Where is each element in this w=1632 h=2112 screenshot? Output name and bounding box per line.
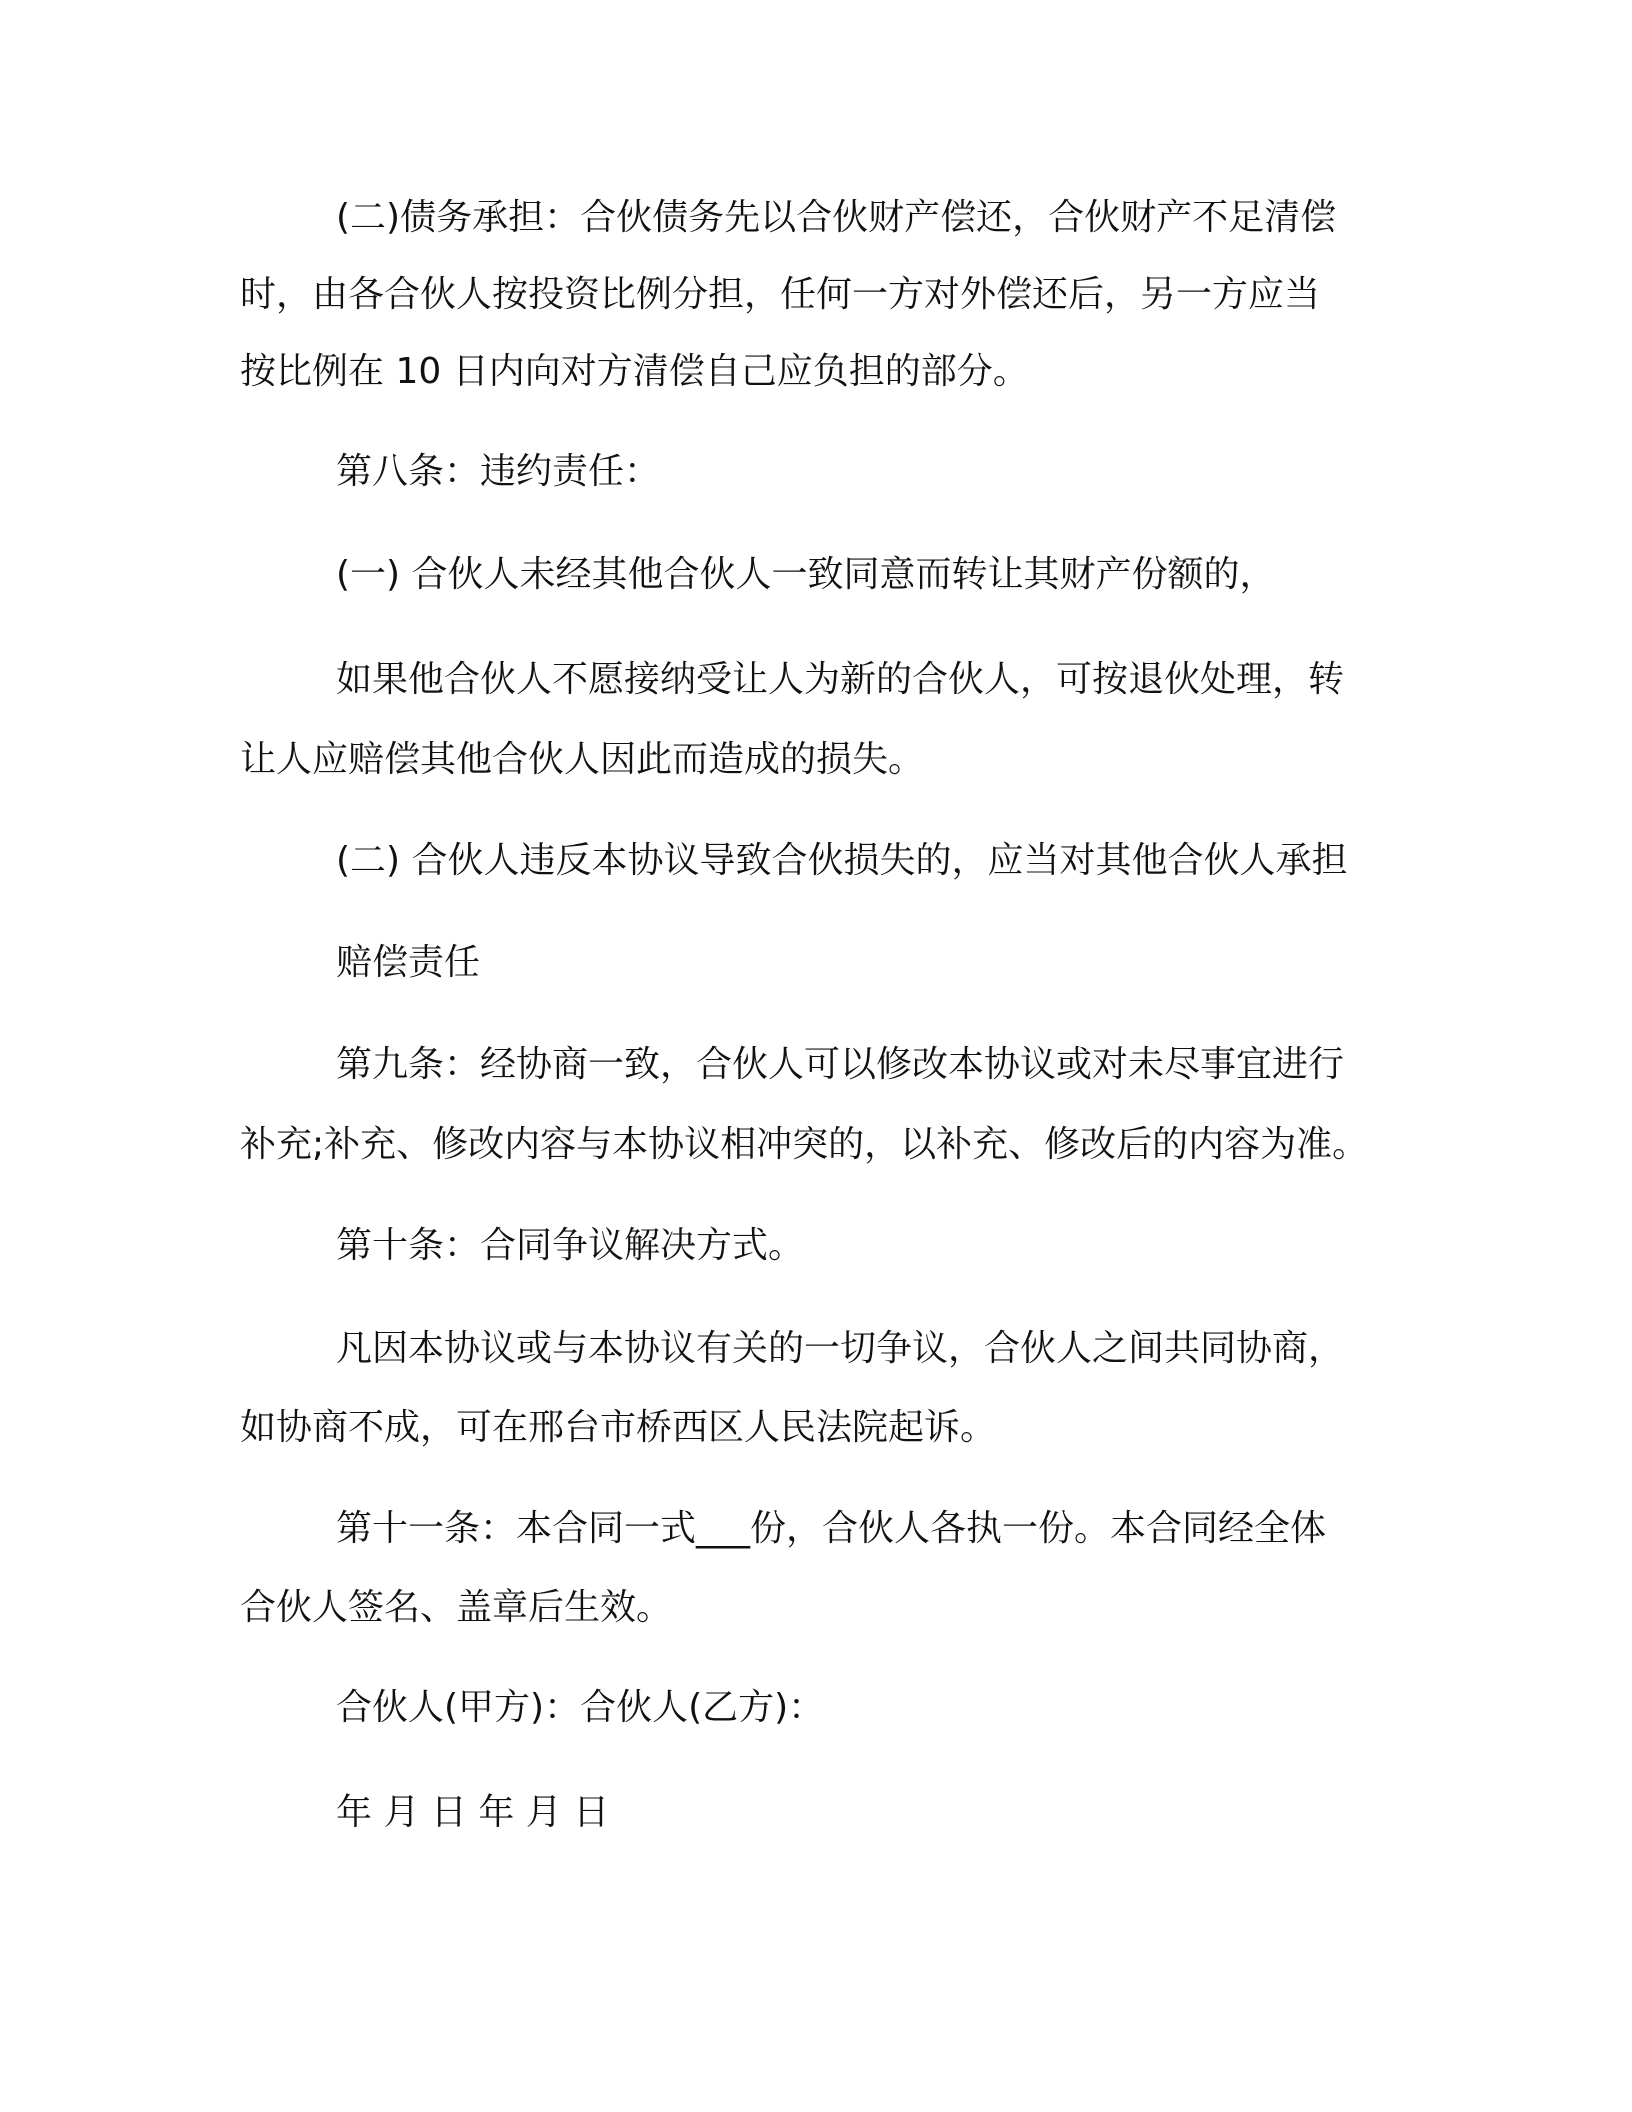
article-8-clause-1-cont-line-1: 如果他合伙人不愿接纳受让人为新的合伙人，可按退伙处理，转 xyxy=(336,659,1345,700)
article-11-line-1: 第十一条：本合同一式___份，合伙人各执一份。本合同经全体 xyxy=(336,1508,1327,1549)
article-10-line-1: 凡因本协议或与本协议有关的一切争议，合伙人之间共同协商， xyxy=(336,1328,1345,1369)
article-8-clause-1: (一) 合伙人未经其他合伙人一致同意而转让其财产份额的， xyxy=(336,554,1276,595)
article-10-line-2: 如协商不成，可在邢台市桥西区人民法院起诉。 xyxy=(240,1407,997,1448)
article-9-line-2: 补充;补充、修改内容与本协议相冲突的，以补充、修改后的内容为准。 xyxy=(240,1124,1369,1165)
signature-dates: 年 月 日 年 月 日 xyxy=(336,1792,610,1833)
paragraph-debt-line-3: 按比例在 10 日内向对方清偿自己应负担的部分。 xyxy=(240,351,1029,392)
paragraph-debt-line-1: (二)债务承担：合伙债务先以合伙财产偿还，合伙财产不足清偿 xyxy=(336,197,1337,238)
article-8-clause-2-cont: 赔偿责任 xyxy=(336,942,481,983)
article-10-heading: 第十条：合同争议解决方式。 xyxy=(336,1225,805,1266)
article-8-heading: 第八条：违约责任： xyxy=(336,451,661,492)
paragraph-debt-line-2: 时，由各合伙人按投资比例分担，任何一方对外偿还后，另一方应当 xyxy=(240,274,1321,315)
article-8-clause-2: (二) 合伙人违反本协议导致合伙损失的，应当对其他合伙人承担 xyxy=(336,840,1348,881)
article-9-line-1: 第九条：经协商一致，合伙人可以修改本协议或对未尽事宜进行 xyxy=(336,1044,1345,1085)
article-8-clause-1-cont-line-2: 让人应赔偿其他合伙人因此而造成的损失。 xyxy=(240,739,925,780)
signature-parties: 合伙人(甲方)：合伙人(乙方)： xyxy=(336,1687,825,1728)
article-11-line-2: 合伙人签名、盖章后生效。 xyxy=(240,1587,673,1628)
